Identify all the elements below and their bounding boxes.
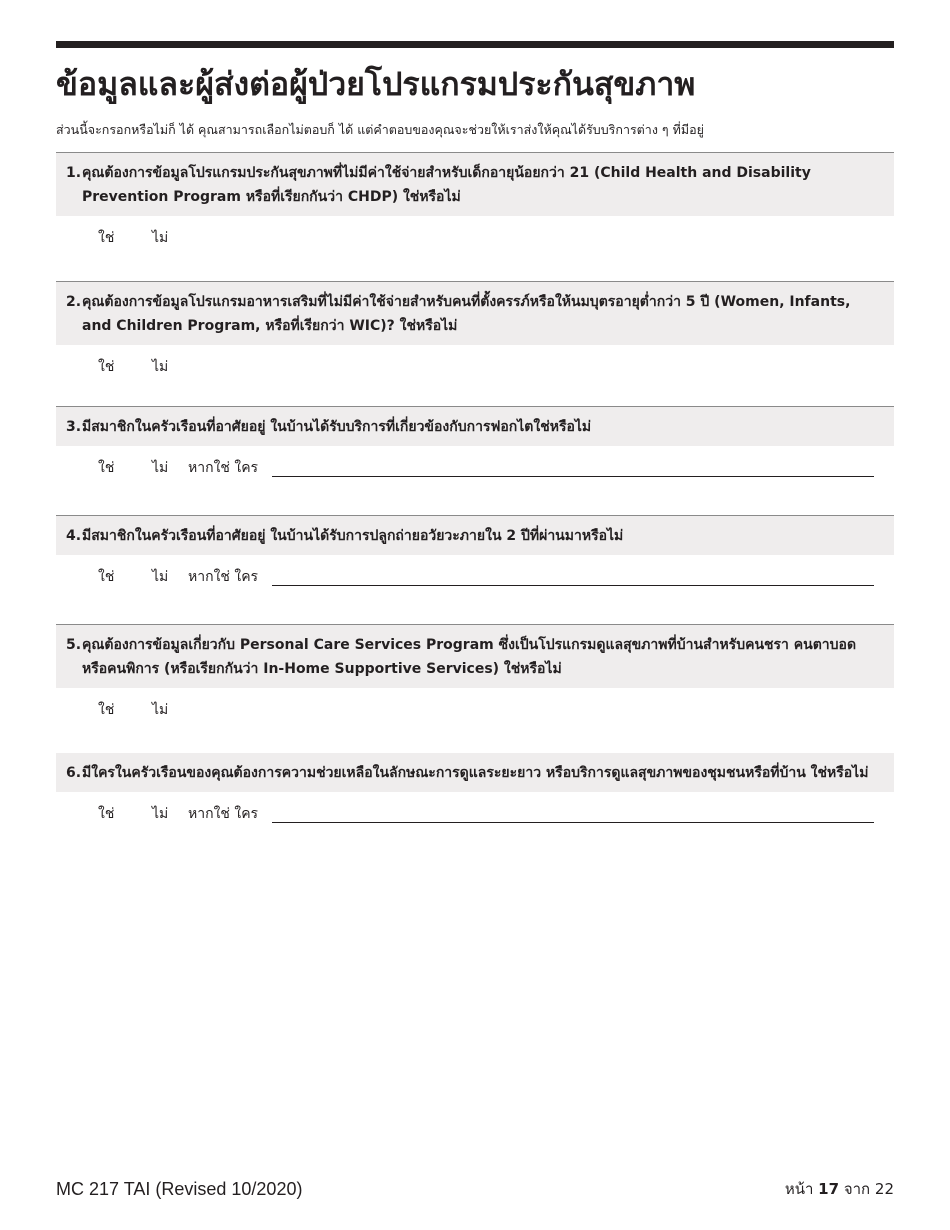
no-option[interactable]: ไม่: [152, 460, 169, 476]
question-text: คุณต้องการข้อมูลเกี่ยวกับ Personal Care Services Program ซึ่งเป็นโปรแกรมดูแลสุขภาพที่บ้านสำหรับคนชรา คนตาบอด หรือคนพิการ (หรือเรียกกันว่า In-Home Supportive Services) ใช่หรือไม่: [82, 637, 857, 677]
question-box: [56, 153, 894, 216]
question-box: [56, 516, 894, 555]
question-number: 6.: [66, 765, 82, 781]
no-option[interactable]: ไม่: [152, 569, 169, 585]
yes-option[interactable]: ใช่: [98, 702, 115, 718]
answer-row: [56, 555, 894, 597]
question-number: 5.: [66, 637, 82, 653]
yes-option[interactable]: ใช่: [98, 359, 115, 375]
page-of: จาก: [843, 1180, 871, 1198]
answer-row: [56, 688, 894, 730]
no-option[interactable]: ไม่: [152, 359, 169, 375]
yes-option[interactable]: ใช่: [98, 230, 115, 246]
question-2: [56, 281, 894, 387]
if-yes-who-label: หากใช่ ใคร: [188, 460, 259, 476]
intro-text: ส่วนนี้จะกรอกหรือไม่ก็ ได้ คุณสามารถเลือกไม่ตอบก็ ได้ แต่คำตอบของคุณจะช่วยให้เราส่งให้คุณได้รับบริการต่าง ๆ ที่มีอยู่: [56, 122, 704, 137]
who-input-line[interactable]: [272, 476, 874, 477]
page-number: 17: [818, 1180, 840, 1198]
question-4: [56, 515, 894, 597]
who-input-line[interactable]: [272, 585, 874, 586]
answer-row: [56, 216, 894, 258]
no-option[interactable]: ไม่: [152, 702, 169, 718]
no-option[interactable]: ไม่: [152, 806, 169, 822]
question-box: [56, 282, 894, 345]
page-indicator: [785, 1178, 894, 1200]
form-id: MC 217 TAI (Revised 10/2020): [56, 1179, 303, 1199]
question-box: [56, 625, 894, 688]
question-number: 4.: [66, 528, 82, 544]
question-text: มีใครในครัวเรือนของคุณต้องการความช่วยเหลือในลักษณะการดูแลระยะยาว หรือบริการดูแลสุขภาพของชุมชนหรือที่บ้าน ใช่หรือไม่: [82, 765, 869, 781]
who-input-line[interactable]: [272, 822, 874, 823]
page-title: ข้อมูลและผู้ส่งต่อผู้ป่วยโปรแกรมประกันสุขภาพ: [56, 65, 696, 103]
yes-option[interactable]: ใช่: [98, 806, 115, 822]
page-total: 22: [874, 1180, 894, 1198]
yes-option[interactable]: ใช่: [98, 569, 115, 585]
answer-row: [56, 345, 894, 387]
top-rule: [56, 41, 894, 48]
if-yes-who-label: หากใช่ ใคร: [188, 569, 259, 585]
question-number: 1.: [66, 165, 82, 181]
question-number: 2.: [66, 294, 82, 310]
no-option[interactable]: ไม่: [152, 230, 169, 246]
question-number: 3.: [66, 419, 82, 435]
question-6: [56, 752, 894, 834]
question-text: มีสมาชิกในครัวเรือนที่อาศัยอยู่ ในบ้านได้รับการปลูกถ่ายอวัยวะภายใน 2 ปีที่ผ่านมาหรือไม่: [82, 528, 624, 544]
yes-option[interactable]: ใช่: [98, 460, 115, 476]
answer-row: [56, 446, 894, 488]
page-prefix: หน้า: [784, 1180, 814, 1198]
question-text: มีสมาชิกในครัวเรือนที่อาศัยอยู่ ในบ้านได้รับบริการที่เกี่ยวข้องกับการฟอกไตใช่หรือไม่: [82, 419, 592, 435]
question-text: คุณต้องการข้อมูลโปรแกรมประกันสุขภาพที่ไม่มีค่าใช้จ่ายสำหรับเด็กอายุน้อยกว่า 21 (Child Health and Disability Prevention Program หรือที่เรียกกันว่า CHDP) ใช่หรือไม่: [82, 165, 811, 205]
question-text: คุณต้องการข้อมูลโปรแกรมอาหารเสริมที่ไม่มีค่าใช้จ่ายสำหรับคนที่ตั้งครรภ์หรือให้นมบุตรอายุต่ำกว่า 5 ปี (Women, Infants, and Children Program, หรือที่เรียกว่า WIC)? ใช่หรือไม่: [82, 294, 851, 334]
question-1: [56, 152, 894, 258]
question-box: [56, 753, 894, 792]
question-3: [56, 406, 894, 488]
question-5: [56, 624, 894, 730]
answer-row: [56, 792, 894, 834]
question-box: [56, 407, 894, 446]
if-yes-who-label: หากใช่ ใคร: [188, 806, 259, 822]
